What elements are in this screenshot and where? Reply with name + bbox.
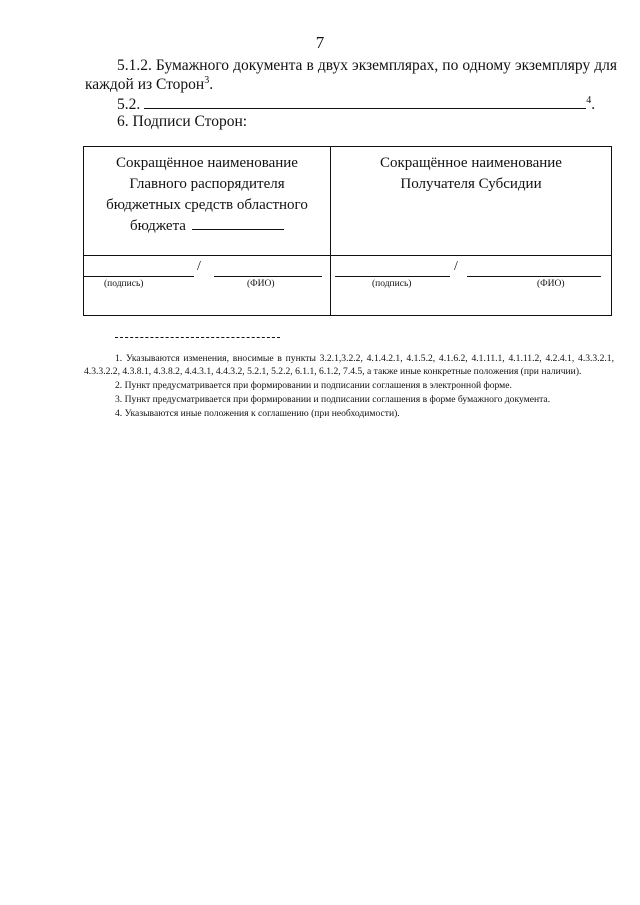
- left-signature-line: [84, 276, 194, 277]
- right-signature-caption: (подпись): [372, 279, 412, 289]
- right-party-line: Получателя Субсидии: [400, 176, 542, 192]
- right-fio-line: [467, 276, 601, 277]
- footnote-2: 2. Пункт предусматривается при формировании и подписании соглашения в электронной форме.: [115, 380, 512, 391]
- item-5-1-2-text: 5.1.2. Бумажного документа в двух экземплярах, по одному экземпляру для каждой из Сторон: [85, 57, 617, 93]
- right-party-name: [331, 153, 611, 195]
- left-party-name-blank: [192, 217, 284, 230]
- left-party-line: Главного распорядителя: [129, 176, 285, 192]
- right-slash: /: [454, 259, 458, 274]
- footnote-3: 3. Пункт предусматривается при формировании и подписании соглашения в форме бумажного документа.: [115, 394, 551, 405]
- right-fio-caption: (ФИО): [537, 279, 565, 289]
- left-fio-line: [214, 276, 322, 277]
- item-5-2-label: 5.2.: [117, 96, 141, 113]
- left-party-budget-word: бюджета: [130, 218, 186, 234]
- footnote-ref-4: 4: [586, 95, 592, 106]
- footnote-1: 1. Указываются изменения, вносимые в пункты 3.2.1,3.2.2, 4.1.4.2.1, 4.1.5.2, 4.1.6.2, 4.1.11.1, 4.1.11.2, 4.2.4.1, 4.3.3.2.1, 4.3.3.2.2, 4.3.8.1, 4.3.8.2, 4.4.3.1, 4.4.3.2, 5.2.1, 5.2.2, 6.1.1, 6.1.2, 7.4.5, а также иные конкретные положения (при наличии).: [84, 353, 614, 377]
- left-fio-caption: (ФИО): [247, 279, 275, 289]
- left-party-name: [84, 153, 330, 237]
- signature-table: [83, 146, 612, 316]
- item-5-1-2-end: .: [209, 76, 214, 93]
- footnote-4: 4. Указываются иные положения к соглашению (при необходимости).: [115, 408, 400, 419]
- table-row-divider: [84, 255, 611, 256]
- left-slash: /: [197, 259, 201, 274]
- left-party-line: бюджетных средств областного: [106, 197, 308, 213]
- footnote-ref-3: 3: [204, 75, 210, 86]
- page-number: 7: [315, 33, 325, 52]
- left-party-line-last: [84, 216, 330, 237]
- footnote-separator: [115, 337, 280, 338]
- item-5-2-blank-line: [144, 94, 586, 109]
- item-6-heading: 6. Подписи Сторон:: [117, 113, 248, 130]
- left-signature-caption: (подпись): [104, 279, 144, 289]
- right-party-line: Сокращённое наименование: [380, 155, 562, 171]
- item-5-2-end: .: [591, 96, 596, 113]
- footnotes: [84, 352, 614, 421]
- left-party-line: Сокращённое наименование: [116, 155, 298, 171]
- item-5-2: [85, 94, 640, 114]
- right-signature-line: [335, 276, 450, 277]
- item-5-1-2: [85, 56, 617, 94]
